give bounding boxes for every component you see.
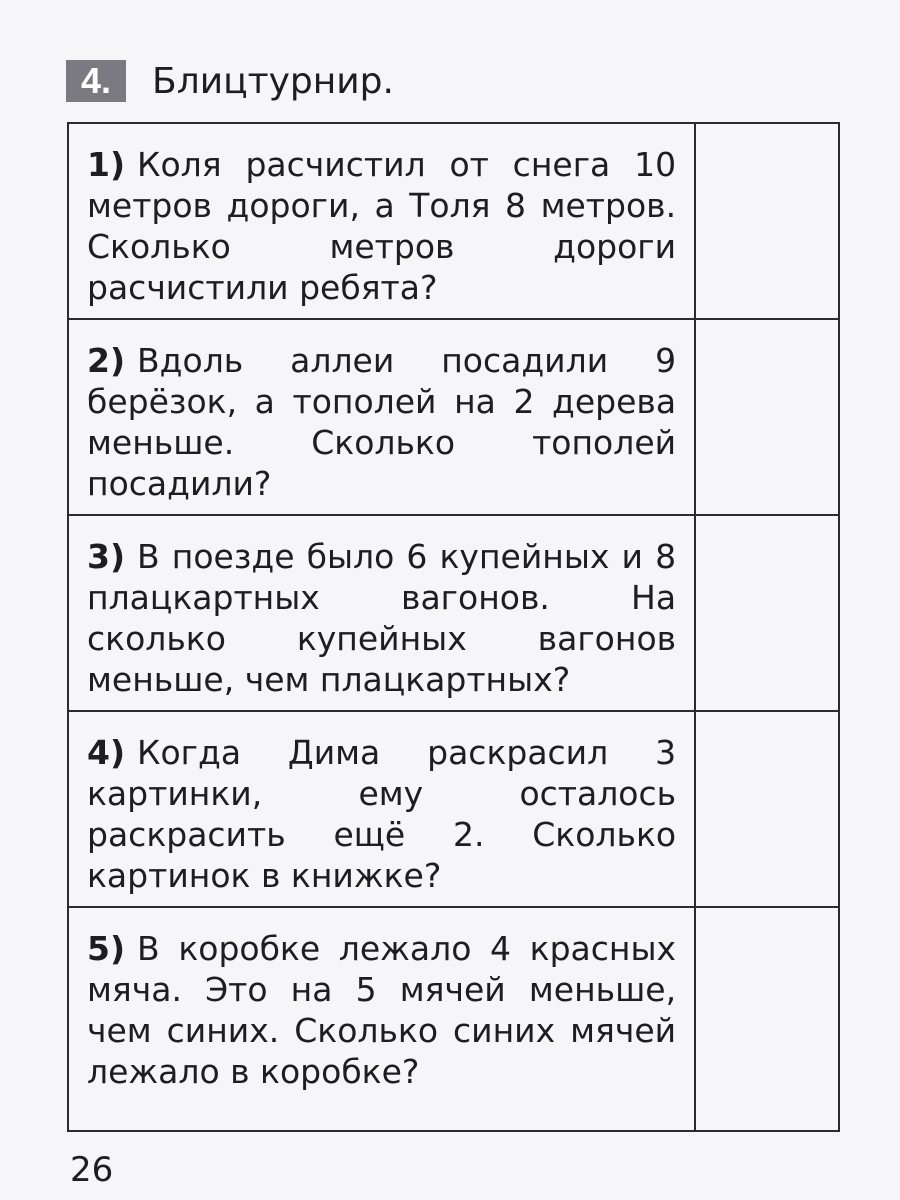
tasks-table	[67, 122, 840, 1132]
task-row	[68, 711, 839, 907]
task-cell	[68, 907, 695, 1131]
task-text: Коля расчистил от снега 10 метров дороги, а Толя 8 метров. Сколько метров дороги расчистили ребята?	[87, 145, 677, 307]
task-row	[68, 319, 839, 515]
answer-cell[interactable]	[695, 907, 839, 1131]
answer-cell[interactable]	[695, 515, 839, 711]
task-cell	[68, 319, 695, 515]
task-cell	[68, 515, 695, 711]
task-number: 5)	[87, 929, 126, 968]
exercise-header	[66, 60, 394, 102]
answer-cell[interactable]	[695, 711, 839, 907]
task-number: 1)	[87, 145, 126, 184]
task-cell	[68, 123, 695, 319]
task-row	[68, 123, 839, 319]
page-number: 26	[70, 1150, 114, 1190]
task-row	[68, 907, 839, 1131]
task-text: Вдоль аллеи посадили 9 берёзок, а тополей на 2 дерева меньше. Сколько тополей посадили?	[87, 341, 677, 503]
task-number: 2)	[87, 341, 126, 380]
answer-cell[interactable]	[695, 319, 839, 515]
task-cell	[68, 711, 695, 907]
exercise-title: Блицтурнир.	[152, 60, 394, 102]
task-row	[68, 515, 839, 711]
exercise-number-badge: 4.	[66, 60, 126, 102]
task-number: 4)	[87, 733, 126, 772]
task-number: 3)	[87, 537, 126, 576]
task-text: В коробке лежало 4 красных мяча. Это на 5 мячей меньше, чем синих. Сколько синих мячей лежало в коробке?	[87, 929, 677, 1091]
task-text: Когда Дима раскрасил 3 картинки, ему осталось раскрасить ещё 2. Сколько картинок в книжке?	[87, 733, 677, 895]
answer-cell[interactable]	[695, 123, 839, 319]
task-text: В поезде было 6 купейных и 8 плацкартных вагонов. На сколько купейных вагонов меньше, чем плацкартных?	[87, 537, 677, 699]
